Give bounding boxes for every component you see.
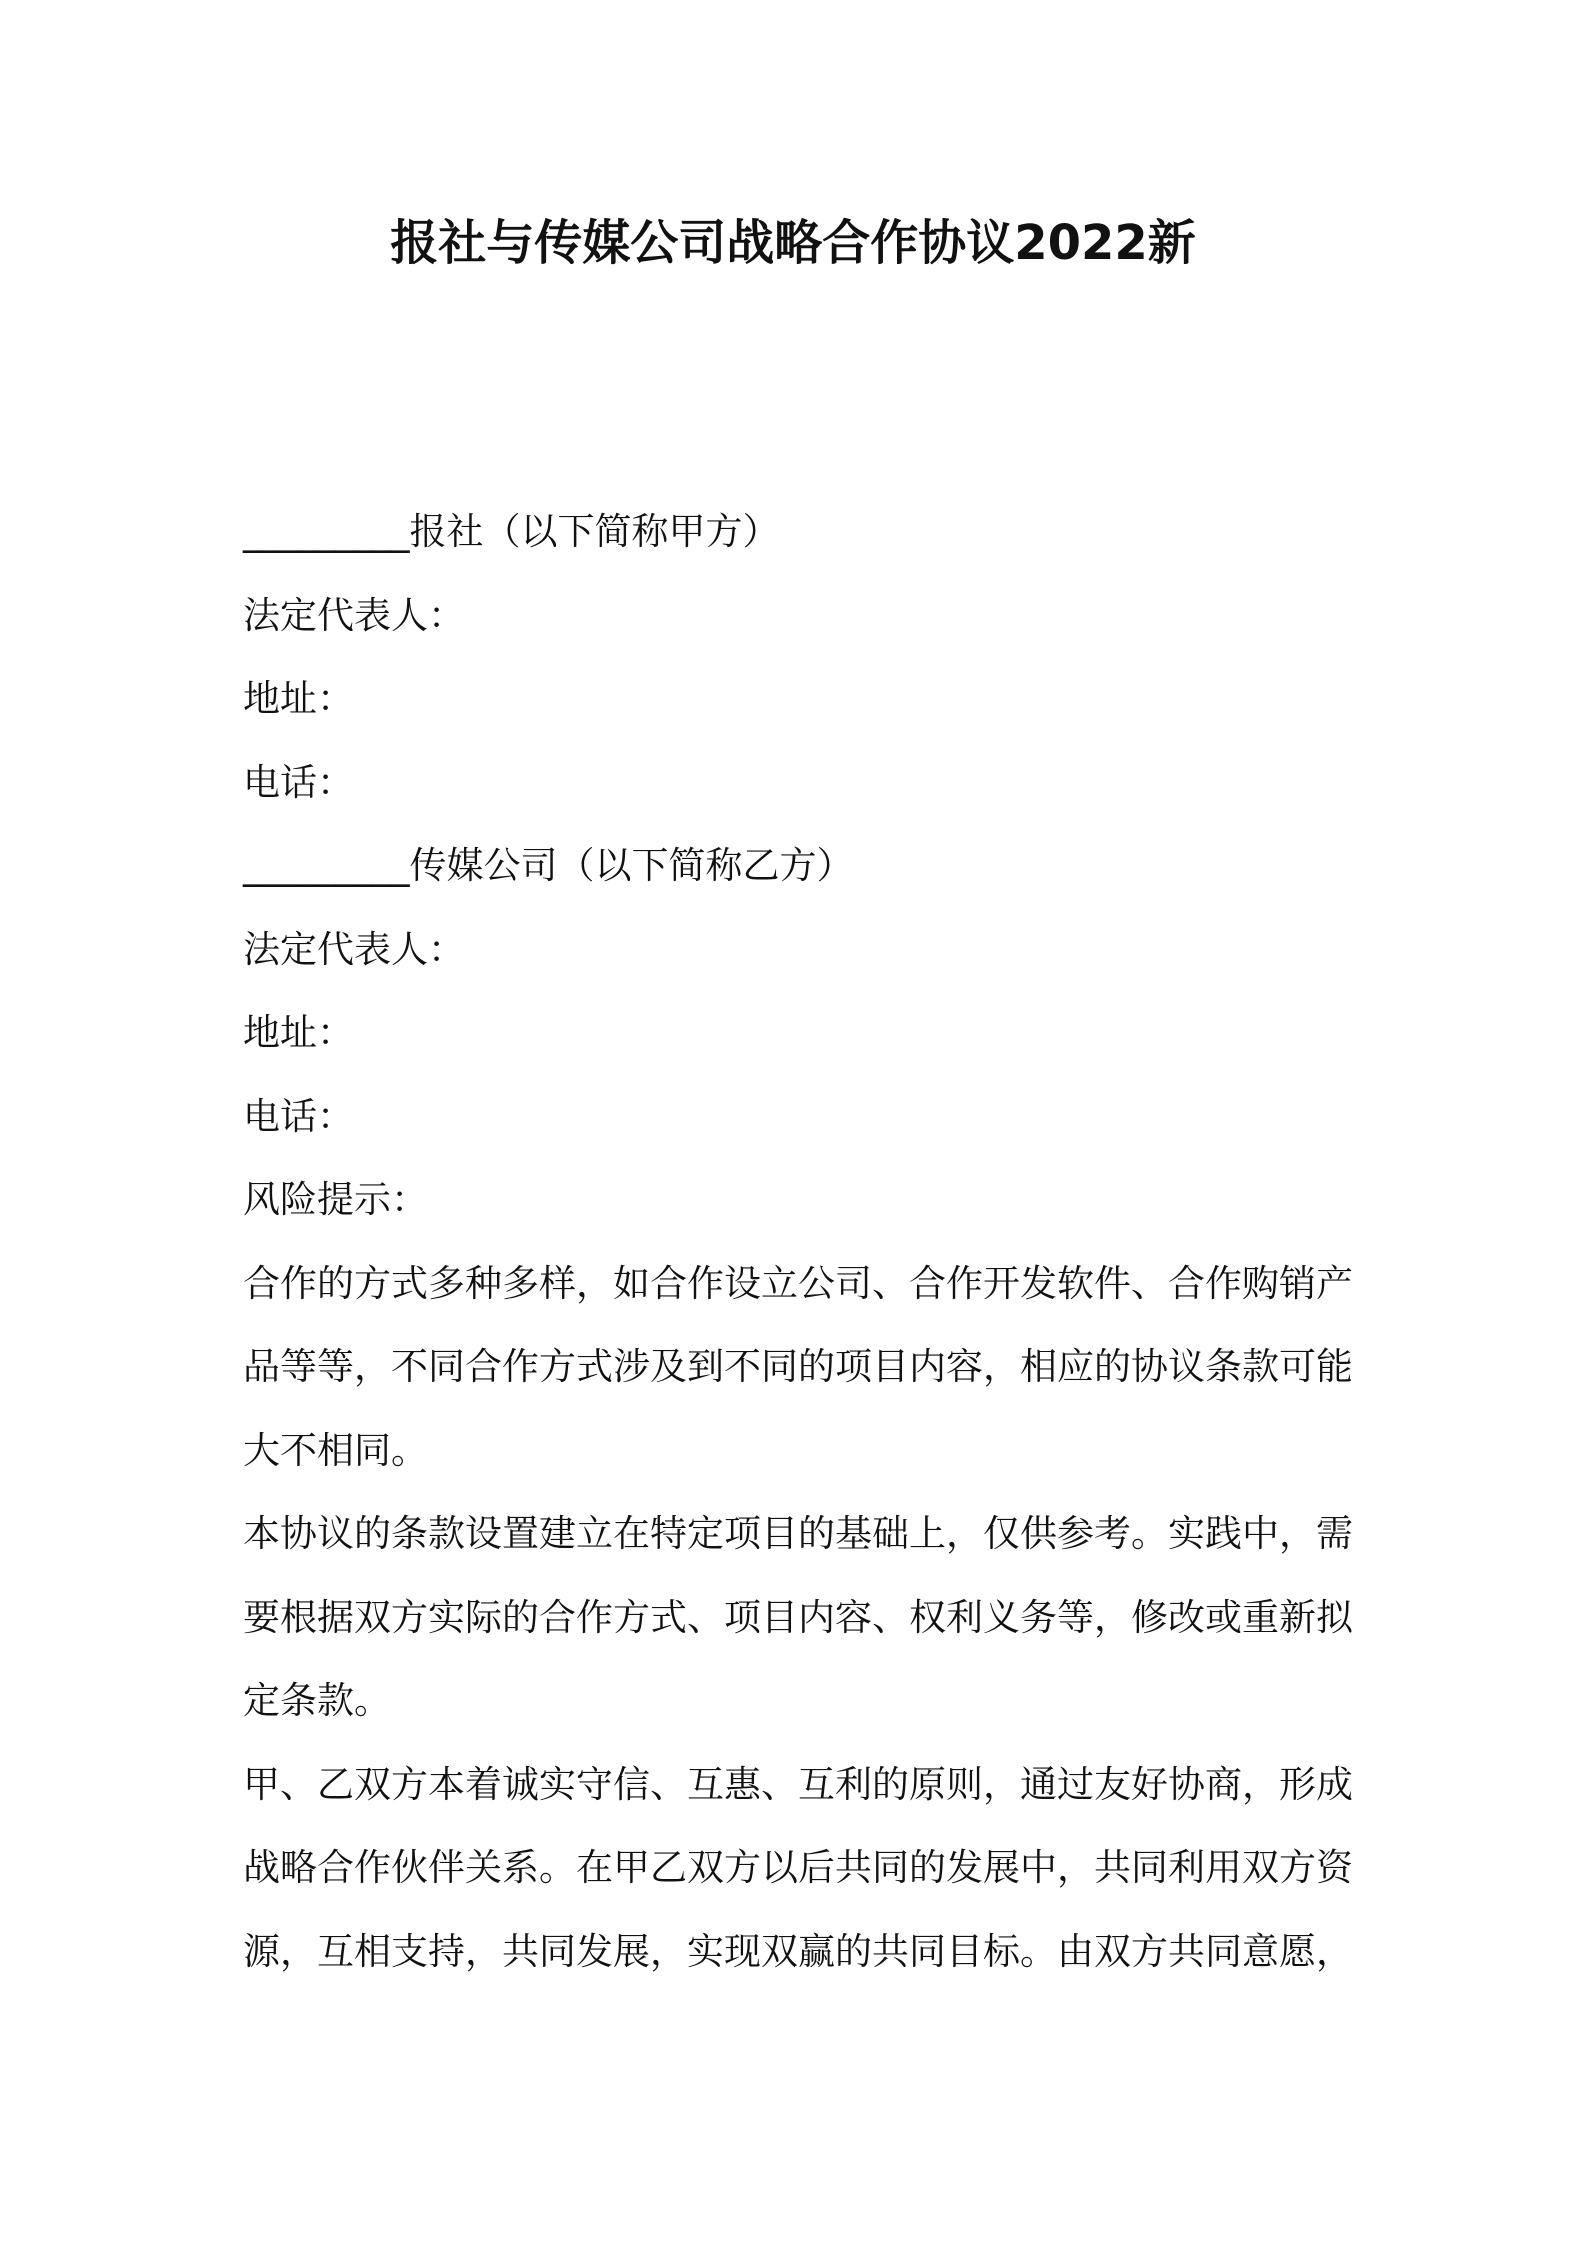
risk-heading: 风险提示： bbox=[243, 1178, 428, 1221]
party-a-phone: 电话： bbox=[243, 760, 354, 804]
party-a-representative: 法定代表人： bbox=[243, 593, 465, 637]
party-a-name-line: _________报社（以下简称甲方） bbox=[243, 510, 780, 553]
party-b-name-line: _________传媒公司（以下简称乙方） bbox=[243, 844, 854, 887]
document-body bbox=[243, 490, 1363, 1993]
paragraph-terms-reference: 本协议的条款设置建立在特定项目的基础上，仅供参考。实践中，需要根据双方实际的合作方式、项目内容、权利义务等，修改或重新拟定条款。 bbox=[243, 1512, 1353, 1722]
party-b-representative: 法定代表人： bbox=[243, 927, 465, 971]
document-title: 报社与传媒公司战略合作协议2022新 bbox=[390, 215, 1196, 271]
party-b-phone: 电话： bbox=[243, 1094, 354, 1138]
paragraph-partnership-principle: 甲、乙双方本着诚实守信、互惠、互利的原则，通过友好协商，形成战略合作伙伴关系。在甲乙双方以后共同的发展中，共同利用双方资源，互相支持，共同发展，实现双赢的共同目标。由双方共同意愿， bbox=[243, 1762, 1353, 1973]
party-b-address: 地址： bbox=[243, 1011, 354, 1054]
paragraph-cooperation-methods: 合作的方式多种多样，如合作设立公司、合作开发软件、合作购销产品等等，不同合作方式涉及到不同的项目内容，相应的协议条款可能大不相同。 bbox=[243, 1261, 1353, 1472]
party-a-address: 地址： bbox=[243, 677, 354, 720]
